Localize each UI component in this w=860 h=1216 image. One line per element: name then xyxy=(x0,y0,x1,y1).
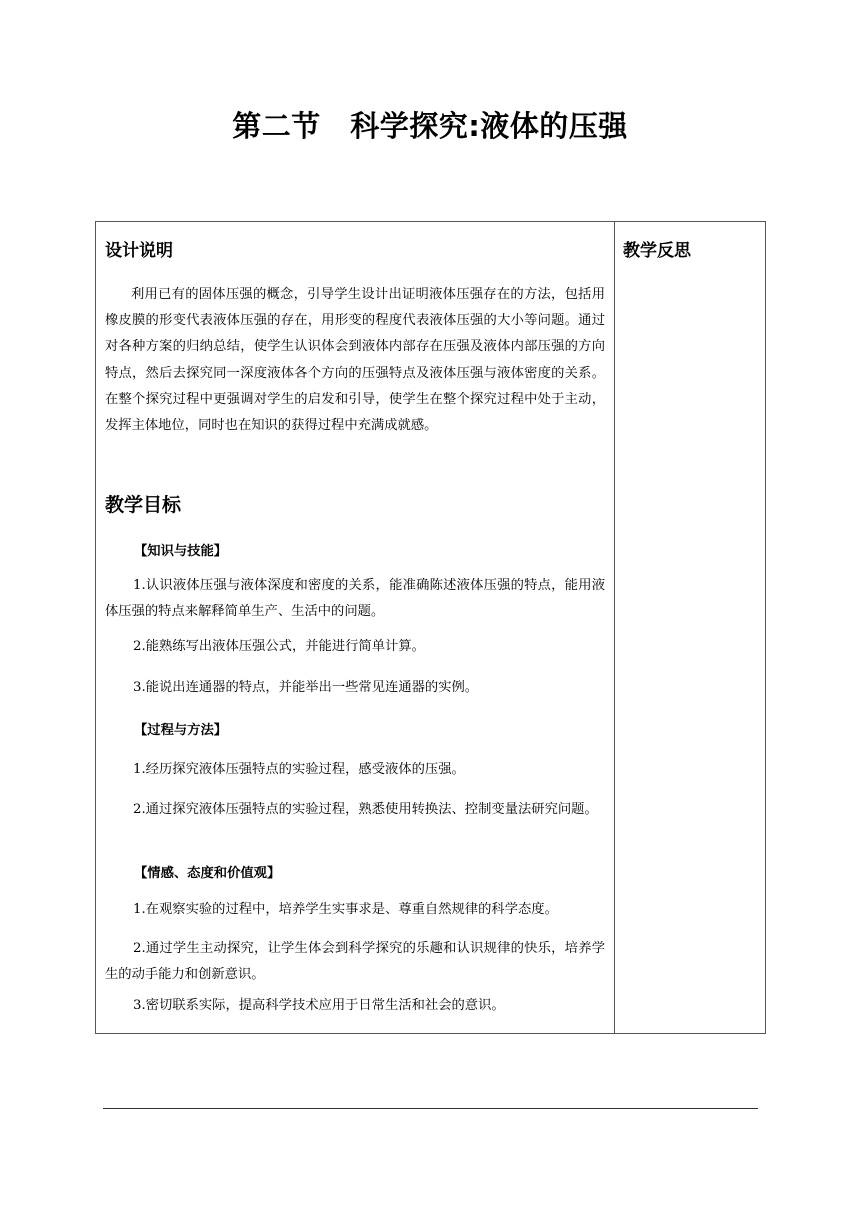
knowledge-item-2: 2.能熟练写出液体压强公式，并能进行简单计算。 xyxy=(133,639,425,654)
process-item-1: 1.经历探究液体压强特点的实验过程，感受液体的压强。 xyxy=(133,762,465,777)
footer-divider xyxy=(103,1108,758,1109)
attitude-item-3: 3.密切联系实际，提高科学技术应用于日常生活和社会的意识。 xyxy=(133,998,505,1013)
section-label-attitude: 【情感、态度和价值观】 xyxy=(134,866,281,881)
goals-heading: 教学目标 xyxy=(105,494,182,516)
design-text: 利用已有的固体压强的概念，引导学生设计出证明液体压强存在的方法，包括用橡皮膜的形变代表液体压强的存在，用形变的程度代表液体压强的大小等问题。通过对各种方案的归纳总结，使学生认识体会到液体内部存在压强及液体内部压强的方向特点，然后去探究同一深度液体各个方向的压强特点及液体压强与液体密度的关系。在整个探究过程中更强调对学生的启发和引导，使学生在整个探究过程中处于主动，发挥主体地位，同时也在知识的获得过程中充满成就感。 xyxy=(105,287,605,434)
section-label-knowledge: 【知识与技能】 xyxy=(134,544,228,559)
section-label-process: 【过程与方法】 xyxy=(134,723,228,738)
design-heading: 设计说明 xyxy=(105,241,173,261)
page-title: 第二节 科学探究:液体的压强 xyxy=(232,109,628,143)
reflection-heading: 教学反思 xyxy=(623,241,691,261)
process-item-2: 2.通过探究液体压强特点的实验过程，熟悉使用转换法、控制变量法研究问题。 xyxy=(133,802,598,817)
knowledge-item-1: 1.认识液体压强与液体深度和密度的关系，能准确陈述液体压强的特点，能用液体压强的特点来解释简单生产、生活中的问题。 xyxy=(105,578,605,619)
lesson-table xyxy=(95,221,766,1034)
attitude-item-2: 2.通过学生主动探究，让学生体会到科学探究的乐趣和认识规律的快乐，培养学生的动手能力和创新意识。 xyxy=(105,941,605,982)
knowledge-item-3: 3.能说出连通器的特点，并能举出一些常见连通器的实例。 xyxy=(133,680,479,695)
reflection-column xyxy=(615,222,765,1033)
attitude-item-1: 1.在观察实验的过程中，培养学生实事求是、尊重自然规律的科学态度。 xyxy=(133,902,558,917)
design-column xyxy=(96,222,614,1033)
